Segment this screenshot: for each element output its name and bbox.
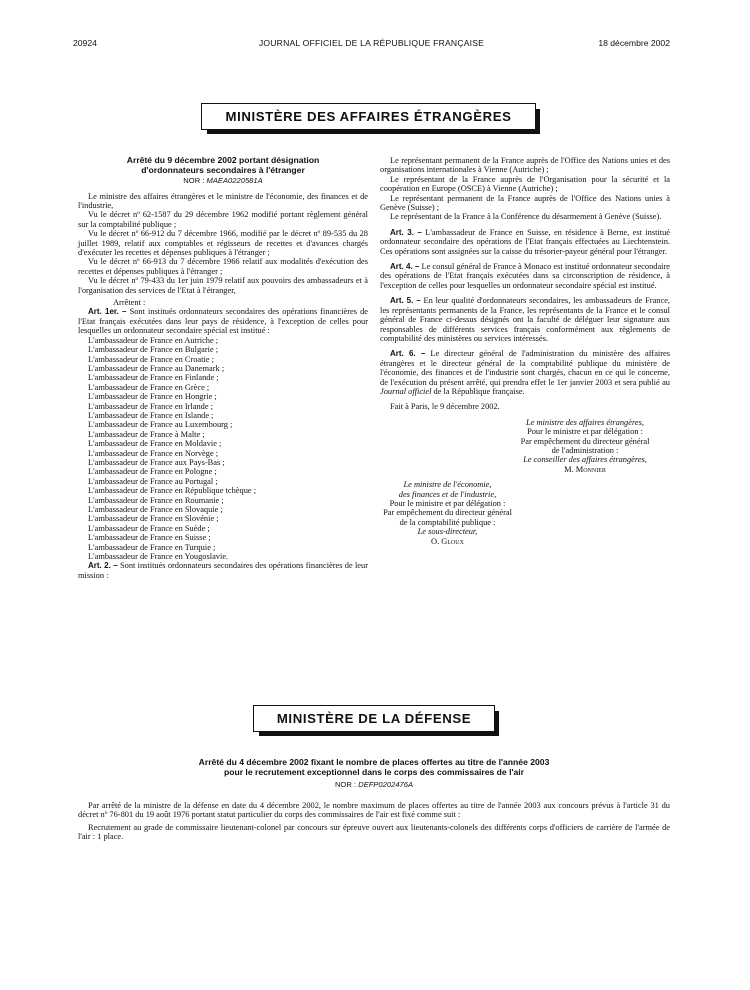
journal-title: JOURNAL OFFICIEL DE LA RÉPUBLIQUE FRANÇAISE bbox=[258, 38, 485, 48]
ambassador-list bbox=[78, 336, 368, 562]
list-item: L'ambassadeur de France en Pologne ; bbox=[88, 467, 217, 477]
signature-place-date: Fait à Paris, le 9 décembre 2002. bbox=[390, 402, 500, 412]
nor-reference bbox=[78, 780, 670, 789]
article-text: Sont institués ordonnateurs secondaires des opérations financières de l'Etat français exécutées dans leur pays de résidence, à l'exception de celles pour lesquelles un ordonnateur secondaire spécial est institué : bbox=[78, 307, 369, 336]
list-item: L'ambassadeur de France au Danemark ; bbox=[88, 363, 225, 373]
signatory-minister: Le ministre de l'économie, bbox=[403, 480, 492, 490]
article-text: Le directeur général de l'administration du ministère des affaires étrangères et le directeur général de la comptabilité publique du ministère de l'économie, des finances et de l'industrie sont chargés, chacun en ce qui le concerne, de l'exécution du présent arrêté, qui prendra effet le 1er janvier 2003 et sera publié au bbox=[380, 349, 671, 387]
article-text: En leur qualité d'ordonnateurs secondaires, les ambassadeurs de France, les représentants permanents de la France, les représentants de la France et le consul général de France ci-dessus désignés ont la faculté de déléguer leur signature aux responsables de différents services français conformément aux règlements de comptabilité des ministères ou services intéressés. bbox=[380, 296, 671, 343]
visa-paragraph: Vu le décret nº 66-912 du 7 décembre 1966, modifié par le décret nº 89-535 du 28 juillet 1989, relatif aux comptables et régisseurs de recettes et d'avances chargés d'exécuter les recettes et dépenses publiques à l'étranger ; bbox=[78, 229, 368, 258]
representative-item: Le représentant de la France auprès de l'Organisation pour la sécurité et la coopération en Europe (OSCE) à Vienne (Autriche) ; bbox=[380, 174, 670, 194]
article-label: Art. 5. – bbox=[390, 296, 421, 306]
representative-item: Le représentant permanent de la France auprès de l'Office des Nations unies à Genève (Suisse) ; bbox=[380, 193, 670, 213]
decree-title-line: Arrêté du 9 décembre 2002 portant désignation bbox=[126, 155, 320, 165]
list-item: L'ambassadeur de France aux Pays-Bas ; bbox=[88, 457, 225, 467]
article-1 bbox=[78, 307, 368, 335]
body-paragraph: Recrutement au grade de commissaire lieutenant-colonel par concours sur épreuve ouvert aux lieutenants-colonels des différents corps d'officiers de carrière de l'armée de l'air : 1 place. bbox=[78, 822, 670, 842]
signatory-minister: des finances et de l'industrie, bbox=[398, 489, 497, 499]
article-3 bbox=[380, 228, 670, 256]
list-item: L'ambassadeur de France en Slovénie ; bbox=[88, 514, 219, 524]
article-label: Art. 6. – bbox=[390, 349, 426, 359]
list-item: L'ambassadeur de France en Grèce ; bbox=[88, 382, 210, 392]
signature-line: Pour le ministre et par délégation : bbox=[389, 499, 506, 508]
intro-paragraph: Le ministre des affaires étrangères et le ministre de l'économie, des finances et de l'industrie, bbox=[78, 191, 368, 210]
list-item: L'ambassadeur de France à Malte ; bbox=[88, 429, 205, 439]
article-text-end: de la République française. bbox=[433, 386, 525, 396]
signatory-name-rest: loux bbox=[447, 536, 464, 546]
article-label: Art. 4. – bbox=[390, 262, 420, 272]
list-item: L'ambassadeur de France en Bulgarie ; bbox=[88, 345, 219, 355]
list-item: L'ambassadeur de France en Turquie ; bbox=[88, 542, 216, 552]
signatory-minister: Le ministre des affaires étrangères, bbox=[526, 417, 644, 427]
page-number: 20924 bbox=[73, 38, 97, 48]
signatory-name bbox=[500, 465, 670, 474]
body-paragraph: Par arrêté de la ministre de la défense en date du 4 décembre 2002, le nombre maximum de places offertes au titre de l'année 2003 aux concours prévus à l'article 31 du décret nº 76-801 du 19 août 1976 portant statut particulier du corps des commissaires de l'air est fixé comme suit : bbox=[78, 801, 670, 820]
visa-paragraph: Vu le décret nº 62-1587 du 29 décembre 1962 modifié portant règlement général sur la comptabilité publique ; bbox=[78, 210, 368, 229]
decree-title-line: pour le recrutement exceptionnel dans le corps des commissaires de l'air bbox=[223, 766, 525, 777]
signature-block-economy bbox=[360, 480, 535, 546]
issue-date: 18 décembre 2002 bbox=[598, 38, 670, 48]
arretent: Arrêtent : bbox=[113, 298, 146, 308]
article-2 bbox=[78, 561, 368, 580]
list-item: L'ambassadeur de France en Suisse ; bbox=[88, 533, 211, 543]
signature-line: Par empêchement du directeur général bbox=[520, 436, 650, 446]
list-item: L'ambassadeur de France en Moldavie ; bbox=[88, 439, 222, 449]
defense-decree bbox=[78, 758, 670, 842]
nor-code: DEFP0202476A bbox=[358, 779, 414, 789]
representative-item: Le représentant permanent de la France auprès de l'Office des Nations unies et des organisations internationales à Vienne (Autriche) ; bbox=[380, 156, 670, 175]
visa-paragraph: Vu le décret nº 79-433 du 1er juin 1979 relatif aux pouvoirs des ambassadeurs et à l'organisation des services de l'Etat à l'étranger, bbox=[78, 276, 368, 295]
list-item: L'ambassadeur de France au Luxembourg ; bbox=[88, 420, 233, 430]
list-item: L'ambassadeur de France en Roumanie ; bbox=[88, 495, 224, 505]
list-item: L'ambassadeur de France en Hongrie ; bbox=[88, 392, 217, 402]
ministry-title: MINISTÈRE DES AFFAIRES ÉTRANGÈRES bbox=[225, 109, 512, 124]
signatory-name-rest: onnier bbox=[583, 464, 606, 474]
decree-title-line: Arrêté du 4 décembre 2002 fixant le nombre de places offertes au titre de l'année 2003 bbox=[198, 757, 550, 767]
ministry-heading-foreign-affairs bbox=[201, 103, 536, 130]
signatory-role: Le sous-directeur, bbox=[417, 527, 478, 537]
signatory-name bbox=[360, 537, 535, 546]
left-column bbox=[78, 156, 368, 580]
signature-block-foreign-affairs bbox=[500, 418, 670, 474]
ministry-heading-defense bbox=[253, 705, 495, 732]
list-item: L'ambassadeur de France en Autriche ; bbox=[88, 335, 219, 345]
signature-line: Pour le ministre et par délégation : bbox=[527, 427, 643, 437]
signature-line: Par empêchement du directeur général bbox=[383, 508, 512, 518]
nor-label: NOR : bbox=[183, 176, 205, 186]
article-6 bbox=[380, 349, 670, 396]
article-text: L'ambassadeur de France en Suisse, en résidence à Berne, est institué ordonnateur secondaire des opérations de l'Etat français effectuées au Liechtenstein. Ces opérations sont assignées sur la caisse du trésorier-payeur général pour l'étranger. bbox=[380, 227, 670, 256]
list-item: L'ambassadeur de France en République tchèque ; bbox=[88, 486, 257, 496]
signature-line: de la comptabilité publique : bbox=[399, 517, 496, 527]
decree-title-line: d'ordonnateurs secondaires à l'étranger bbox=[141, 164, 305, 175]
signatory-name-initial: O. G bbox=[431, 536, 448, 546]
article-4 bbox=[380, 262, 670, 290]
article-label: Art. 1er. – bbox=[88, 307, 127, 317]
article-text: Sont institués ordonnateurs secondaires des opérations financières de leur mission : bbox=[78, 561, 369, 580]
list-item: L'ambassadeur de France en Suède ; bbox=[88, 523, 210, 533]
nor-reference bbox=[78, 176, 368, 185]
article-label: Art. 2. – bbox=[88, 561, 118, 571]
list-item: L'ambassadeur de France en Norvège ; bbox=[88, 448, 219, 458]
visa-paragraph: Vu le décret nº 66-913 du 7 décembre 1966 relatif aux modalités d'exécution des recettes et dépenses publiques à l'étranger ; bbox=[78, 257, 368, 276]
decree-title bbox=[78, 758, 670, 778]
article-text: Le consul général de France à Monaco est institué ordonnateur secondaire des opérations de l'Etat français exécutées dans sa circonscription de résidence, à l'exception de celles pour lesquelles un ordonnateur secondaire spécial est institué. bbox=[380, 262, 670, 290]
decree-title bbox=[78, 156, 368, 175]
right-column bbox=[380, 156, 670, 546]
article-5 bbox=[380, 296, 670, 343]
signatory-role: Le conseiller des affaires étrangères, bbox=[523, 455, 647, 465]
list-item: L'ambassadeur de France en Slovaquie ; bbox=[88, 505, 223, 514]
list-item: L'ambassadeur de France en Finlande ; bbox=[88, 373, 219, 383]
nor-label: NOR : bbox=[334, 779, 357, 789]
nor-code: MAEA0220581A bbox=[206, 176, 263, 186]
list-item: L'ambassadeur de France en Irlande ; bbox=[88, 401, 213, 411]
list-item: L'ambassadeur de France au Portugal ; bbox=[88, 476, 218, 486]
list-item: L'ambassadeur de France en Yougoslavie. bbox=[88, 552, 229, 562]
list-item: L'ambassadeur de France en Islande ; bbox=[88, 410, 214, 420]
journal-officiel-ref: Journal officiel bbox=[380, 386, 432, 396]
signatory-name-initial: M. M bbox=[564, 464, 584, 474]
list-item: L'ambassadeur de France en Croatie ; bbox=[88, 354, 214, 364]
representative-item: Le représentant de la France à la Conférence du désarmement à Genève (Suisse). bbox=[390, 212, 662, 222]
ministry-title: MINISTÈRE DE LA DÉFENSE bbox=[276, 711, 472, 726]
article-label: Art. 3. – bbox=[390, 227, 422, 237]
signature-line: de l'administration : bbox=[551, 445, 619, 455]
